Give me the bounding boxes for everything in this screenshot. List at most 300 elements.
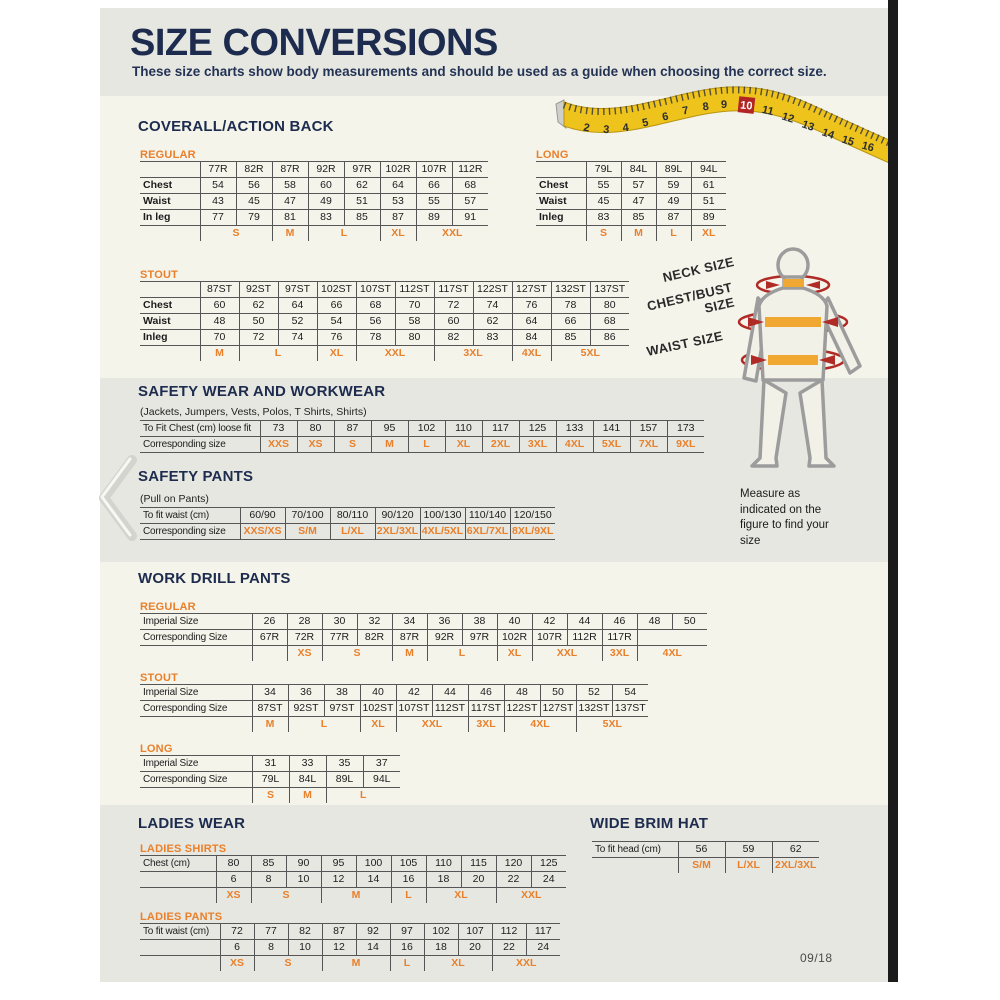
table-cell: 24 xyxy=(531,872,566,888)
row-label: Waist xyxy=(140,314,200,330)
table-cell: 3XL xyxy=(519,437,556,453)
tape-ribbon xyxy=(564,87,896,166)
table-cell: 83 xyxy=(473,330,512,346)
table-cell: 77R xyxy=(200,162,236,178)
coverall-regular-label: REGULAR xyxy=(140,149,196,161)
table-cell: 112R xyxy=(452,162,488,178)
table-cell: 92ST xyxy=(288,701,324,717)
coverall-regular-table xyxy=(140,161,488,241)
table-cell: 78 xyxy=(551,298,590,314)
table-cell: 55 xyxy=(586,178,621,194)
size-cell: 2XL/3XL xyxy=(772,858,819,874)
table-cell: 60/90 xyxy=(240,508,285,524)
table-cell: 4XL/5XL xyxy=(420,524,465,540)
table-cell: 112 xyxy=(492,924,526,940)
table-cell: 12 xyxy=(321,872,356,888)
row-label xyxy=(140,872,216,888)
ladies-wear-heading: LADIES WEAR xyxy=(138,815,246,832)
table-cell: 107ST xyxy=(396,701,432,717)
row-label: Corresponding Size xyxy=(140,772,252,788)
table-cell: 6 xyxy=(220,940,254,956)
size-cell: L xyxy=(308,226,380,242)
table-cell: 97 xyxy=(390,924,424,940)
table-cell: 79 xyxy=(236,210,272,226)
size-cell: XXL xyxy=(416,226,488,242)
svg-text:8: 8 xyxy=(702,100,710,114)
table-cell: 35 xyxy=(326,756,363,772)
svg-text:5: 5 xyxy=(641,116,650,130)
waist-size-label: WAIST SIZE xyxy=(645,328,725,359)
size-cell: L xyxy=(427,646,497,662)
table-cell: 31 xyxy=(252,756,289,772)
table-cell: 91 xyxy=(452,210,488,226)
row-label: Corresponding Size xyxy=(140,630,252,646)
table-cell: 32 xyxy=(357,614,392,630)
size-cell: M xyxy=(322,956,390,972)
safety-wear-table xyxy=(140,420,704,453)
table-cell: 83 xyxy=(308,210,344,226)
row-label: Inleg xyxy=(536,210,586,226)
table-cell: 97ST xyxy=(324,701,360,717)
table-cell: 12 xyxy=(322,940,356,956)
chevron-left-icon xyxy=(104,460,132,536)
wide-brim-hat-table xyxy=(592,841,819,873)
table-cell: 117 xyxy=(526,924,560,940)
table-cell: 45 xyxy=(586,194,621,210)
table-cell: 90/120 xyxy=(375,508,420,524)
size-cell: 4XL xyxy=(504,717,576,733)
size-cell: XL xyxy=(424,956,492,972)
table-cell: 67R xyxy=(252,630,287,646)
ladies-pants-table xyxy=(140,923,560,971)
table-cell: 61 xyxy=(691,178,726,194)
table-cell: 87 xyxy=(322,924,356,940)
row-label: To Fit Chest (cm) loose fit xyxy=(140,421,260,437)
row-label xyxy=(536,162,586,178)
safety-wear-note: (Jackets, Jumpers, Vests, Polos, T Shirts, Shirts) xyxy=(140,406,367,418)
work-drill-heading: WORK DRILL PANTS xyxy=(138,570,291,587)
table-cell: 18 xyxy=(426,872,461,888)
table-cell: 115 xyxy=(461,856,496,872)
table-cell: XXS/XS xyxy=(240,524,285,540)
table-cell: 46 xyxy=(602,614,637,630)
size-cell: M xyxy=(321,888,391,904)
table-cell: 74 xyxy=(278,330,317,346)
table-cell: 36 xyxy=(427,614,462,630)
table-cell: 120 xyxy=(496,856,531,872)
table-cell: 40 xyxy=(497,614,532,630)
size-cell: XL xyxy=(497,646,532,662)
table-cell: 77R xyxy=(322,630,357,646)
size-cell: M xyxy=(392,646,427,662)
table-cell: 20 xyxy=(461,872,496,888)
table-cell: 73 xyxy=(260,421,297,437)
table-cell: 8 xyxy=(251,872,286,888)
table-cell: 80 xyxy=(297,421,334,437)
svg-text:16: 16 xyxy=(860,139,876,155)
table-cell: 66 xyxy=(551,314,590,330)
table-cell: 83 xyxy=(586,210,621,226)
table-cell: 125 xyxy=(519,421,556,437)
size-cell: XL xyxy=(380,226,416,242)
size-cell: S xyxy=(252,788,289,804)
size-cell: XXL xyxy=(496,888,566,904)
size-cell: S xyxy=(322,646,392,662)
table-cell: M xyxy=(371,437,408,453)
table-cell: 92R xyxy=(427,630,462,646)
table-cell: 38 xyxy=(462,614,497,630)
table-cell: 86 xyxy=(590,330,629,346)
table-cell: 102 xyxy=(408,421,445,437)
table-cell: 107R xyxy=(416,162,452,178)
size-cell: XS xyxy=(216,888,251,904)
size-cell: XS xyxy=(287,646,322,662)
table-cell: 70 xyxy=(395,298,434,314)
table-cell: 87 xyxy=(334,421,371,437)
table-cell: 90 xyxy=(286,856,321,872)
table-cell: 120/150 xyxy=(510,508,555,524)
row-label: Corresponding Size xyxy=(140,701,252,717)
table-cell: 40 xyxy=(360,685,396,701)
table-cell: 51 xyxy=(691,194,726,210)
row-label: Chest xyxy=(140,178,200,194)
table-cell: 157 xyxy=(630,421,667,437)
table-cell: 87ST xyxy=(252,701,288,717)
table-cell: 60 xyxy=(308,178,344,194)
table-cell: 62 xyxy=(473,314,512,330)
table-cell: 84L xyxy=(621,162,656,178)
table-cell: 107ST xyxy=(356,282,395,298)
table-cell: 107R xyxy=(532,630,567,646)
table-cell: 100 xyxy=(356,856,391,872)
table-cell: 94L xyxy=(363,772,400,788)
row-label: Inleg xyxy=(140,330,200,346)
chest-bust-size-label: CHEST/BUST SIZE xyxy=(645,279,737,316)
table-cell: 80 xyxy=(395,330,434,346)
table-cell: 77 xyxy=(254,924,288,940)
table-cell: 42 xyxy=(396,685,432,701)
row-label: Corresponding size xyxy=(140,524,240,540)
row-label: In leg xyxy=(140,210,200,226)
coverall-long-label: LONG xyxy=(536,149,569,161)
table-cell: 59 xyxy=(725,842,772,858)
table-cell: 72 xyxy=(434,298,473,314)
table-cell: 132ST xyxy=(551,282,590,298)
size-cell: 3XL xyxy=(468,717,504,733)
table-cell: 95 xyxy=(321,856,356,872)
row-label: To fit waist (cm) xyxy=(140,508,240,524)
table-cell: XXS xyxy=(260,437,297,453)
size-cell: XS xyxy=(220,956,254,972)
table-cell: 102R xyxy=(497,630,532,646)
svg-text:2: 2 xyxy=(582,121,591,135)
table-cell: 62 xyxy=(344,178,380,194)
safety-wear-heading: SAFETY WEAR AND WORKWEAR xyxy=(138,383,386,400)
size-cell: 5XL xyxy=(576,717,648,733)
size-cell: M xyxy=(200,346,239,362)
table-cell: 92 xyxy=(356,924,390,940)
table-cell: 62 xyxy=(772,842,819,858)
row-label xyxy=(140,226,200,242)
table-cell: 89 xyxy=(416,210,452,226)
table-cell: 82R xyxy=(236,162,272,178)
table-cell: 87ST xyxy=(200,282,239,298)
table-cell: 66 xyxy=(416,178,452,194)
table-cell: 72 xyxy=(239,330,278,346)
table-cell: 60 xyxy=(434,314,473,330)
table-cell: 77 xyxy=(200,210,236,226)
table-cell: 53 xyxy=(380,194,416,210)
row-label xyxy=(140,940,220,956)
table-cell: 94L xyxy=(691,162,726,178)
table-cell: 44 xyxy=(567,614,602,630)
table-cell: 14 xyxy=(356,872,391,888)
work-drill-long-table xyxy=(140,755,400,803)
table-cell: 102ST xyxy=(360,701,396,717)
table-cell: 24 xyxy=(526,940,560,956)
size-cell: XXL xyxy=(396,717,468,733)
row-label: To fit waist (cm) xyxy=(140,924,220,940)
table-cell: 2XL xyxy=(482,437,519,453)
size-cell: S xyxy=(251,888,321,904)
table-cell: 60 xyxy=(200,298,239,314)
row-label: Waist xyxy=(140,194,200,210)
size-cell: L xyxy=(239,346,317,362)
table-cell: 28 xyxy=(287,614,322,630)
table-cell: 89L xyxy=(656,162,691,178)
table-cell: 117 xyxy=(482,421,519,437)
neck-size-label: NECK SIZE xyxy=(661,253,736,286)
table-cell: 78 xyxy=(356,330,395,346)
table-cell: 112ST xyxy=(432,701,468,717)
table-cell: 54 xyxy=(612,685,648,701)
size-cell: XXL xyxy=(356,346,434,362)
size-cell: 4XL xyxy=(637,646,707,662)
table-cell: 62 xyxy=(239,298,278,314)
table-cell: 127ST xyxy=(540,701,576,717)
table-cell: XS xyxy=(297,437,334,453)
table-cell: 112R xyxy=(567,630,602,646)
table-cell: 56 xyxy=(356,314,395,330)
table-cell: 81 xyxy=(272,210,308,226)
work-drill-stout-table xyxy=(140,684,648,732)
table-cell: 58 xyxy=(272,178,308,194)
table-cell: 84 xyxy=(512,330,551,346)
table-cell: 79L xyxy=(586,162,621,178)
table-cell: 42 xyxy=(532,614,567,630)
table-cell: 37 xyxy=(363,756,400,772)
size-cell: 4XL xyxy=(512,346,551,362)
table-cell: 55 xyxy=(416,194,452,210)
row-label: Imperial Size xyxy=(140,614,252,630)
table-cell xyxy=(637,630,707,646)
wide-brim-hat-heading: WIDE BRIM HAT xyxy=(590,815,709,832)
table-cell: 66 xyxy=(317,298,356,314)
table-cell: 97R xyxy=(462,630,497,646)
table-cell: 87R xyxy=(272,162,308,178)
table-cell: 122ST xyxy=(473,282,512,298)
table-cell: 18 xyxy=(424,940,458,956)
size-cell: S xyxy=(200,226,272,242)
table-cell: 16 xyxy=(391,872,426,888)
work-drill-regular-table xyxy=(140,613,707,661)
table-cell: 57 xyxy=(452,194,488,210)
svg-text:7: 7 xyxy=(681,104,690,118)
row-label xyxy=(140,788,252,804)
page-title: SIZE CONVERSIONS xyxy=(130,22,498,64)
table-cell: 10 xyxy=(286,872,321,888)
table-cell: 68 xyxy=(590,314,629,330)
page-subtitle: These size charts show body measurements and should be used as a guide when choosing the correct size. xyxy=(132,64,827,79)
table-cell: 52 xyxy=(576,685,612,701)
table-cell: 10 xyxy=(288,940,322,956)
table-cell: 5XL xyxy=(593,437,630,453)
table-cell: 87 xyxy=(380,210,416,226)
table-cell: 48 xyxy=(504,685,540,701)
svg-text:6: 6 xyxy=(661,110,670,124)
table-cell: 38 xyxy=(324,685,360,701)
table-cell: 72R xyxy=(287,630,322,646)
table-cell: 49 xyxy=(308,194,344,210)
row-label: Chest xyxy=(140,298,200,314)
table-cell: 110/140 xyxy=(465,508,510,524)
size-cell: XL xyxy=(360,717,396,733)
table-cell: 64 xyxy=(380,178,416,194)
row-label: Imperial Size xyxy=(140,756,252,772)
size-cell: M xyxy=(289,788,326,804)
table-cell: 117ST xyxy=(468,701,504,717)
svg-text:3: 3 xyxy=(602,123,610,137)
table-cell: 80 xyxy=(216,856,251,872)
coverall-long-table xyxy=(536,161,726,241)
table-cell: 107 xyxy=(458,924,492,940)
table-cell: 70 xyxy=(200,330,239,346)
table-cell: 50 xyxy=(540,685,576,701)
size-cell: M xyxy=(252,717,288,733)
table-cell: 47 xyxy=(272,194,308,210)
table-cell: 26 xyxy=(252,614,287,630)
row-label xyxy=(140,717,252,733)
size-cell: M xyxy=(272,226,308,242)
table-cell: 92ST xyxy=(239,282,278,298)
table-cell: L xyxy=(408,437,445,453)
table-cell: 112ST xyxy=(395,282,434,298)
row-label xyxy=(592,858,678,874)
table-cell: 110 xyxy=(445,421,482,437)
table-cell: L/XL xyxy=(330,524,375,540)
ladies-pants-label: LADIES PANTS xyxy=(140,911,223,923)
measuring-tape-image xyxy=(556,76,898,168)
row-label xyxy=(140,162,200,178)
table-cell: S/M xyxy=(285,524,330,540)
svg-text:10: 10 xyxy=(739,99,754,113)
coverall-heading: COVERALL/ACTION BACK xyxy=(138,118,334,135)
coverall-stout-label: STOUT xyxy=(140,269,179,281)
svg-text:13: 13 xyxy=(800,118,816,134)
table-cell: 92R xyxy=(308,162,344,178)
table-cell: 8XL/9XL xyxy=(510,524,555,540)
row-label: Waist xyxy=(536,194,586,210)
table-cell: 70/100 xyxy=(285,508,330,524)
table-cell: 85 xyxy=(251,856,286,872)
table-cell: 45 xyxy=(236,194,272,210)
table-cell: 30 xyxy=(322,614,357,630)
work-drill-regular-label: REGULAR xyxy=(140,601,196,613)
page-code: 09/18 xyxy=(800,951,833,965)
table-cell: 8 xyxy=(254,940,288,956)
table-cell: 58 xyxy=(395,314,434,330)
table-cell: 50 xyxy=(239,314,278,330)
size-cell: XL xyxy=(317,346,356,362)
table-cell: 97ST xyxy=(278,282,317,298)
figure-caption: Measure as indicated on the figure to find your size xyxy=(740,488,829,547)
page-edge-bar xyxy=(888,0,898,982)
ladies-shirts-table xyxy=(140,855,566,903)
svg-text:12: 12 xyxy=(780,110,796,126)
table-cell: 102R xyxy=(380,162,416,178)
carousel-prev-arrow[interactable] xyxy=(92,452,144,544)
table-cell: 43 xyxy=(200,194,236,210)
table-cell: 80 xyxy=(590,298,629,314)
table-cell: 110 xyxy=(426,856,461,872)
size-cell: 5XL xyxy=(551,346,629,362)
row-label xyxy=(536,226,586,242)
size-cell: XL xyxy=(691,226,726,242)
table-cell: 54 xyxy=(200,178,236,194)
ladies-shirts-label: LADIES SHIRTS xyxy=(140,843,227,855)
table-cell: 85 xyxy=(344,210,380,226)
size-cell: XXL xyxy=(532,646,602,662)
table-cell: 20 xyxy=(458,940,492,956)
table-cell: 51 xyxy=(344,194,380,210)
table-cell: 48 xyxy=(200,314,239,330)
table-cell: 6XL/7XL xyxy=(465,524,510,540)
size-cell: XXL xyxy=(492,956,560,972)
table-cell: 87 xyxy=(656,210,691,226)
table-cell: 122ST xyxy=(504,701,540,717)
table-cell: 52 xyxy=(278,314,317,330)
svg-text:11: 11 xyxy=(760,103,775,119)
table-cell: 79L xyxy=(252,772,289,788)
svg-text:15: 15 xyxy=(840,133,856,149)
table-cell: 72 xyxy=(220,924,254,940)
size-cell: S/M xyxy=(678,858,725,874)
table-cell: 82R xyxy=(357,630,392,646)
table-cell: 34 xyxy=(392,614,427,630)
table-cell: 76 xyxy=(512,298,551,314)
table-cell: 57 xyxy=(621,178,656,194)
row-label xyxy=(140,646,252,662)
table-cell: 132ST xyxy=(576,701,612,717)
table-cell: 137ST xyxy=(590,282,629,298)
table-cell: 4XL xyxy=(556,437,593,453)
table-cell: 50 xyxy=(672,614,707,630)
table-cell: 6 xyxy=(216,872,251,888)
table-cell: 56 xyxy=(236,178,272,194)
size-cell: L xyxy=(390,956,424,972)
table-cell: 125 xyxy=(531,856,566,872)
table-cell: XL xyxy=(445,437,482,453)
table-cell: 46 xyxy=(468,685,504,701)
table-cell: 117R xyxy=(602,630,637,646)
table-cell: 74 xyxy=(473,298,512,314)
table-cell: S xyxy=(334,437,371,453)
table-cell: 16 xyxy=(390,940,424,956)
table-cell: 68 xyxy=(356,298,395,314)
table-cell: 44 xyxy=(432,685,468,701)
size-cell: L/XL xyxy=(725,858,772,874)
size-cell: M xyxy=(621,226,656,242)
